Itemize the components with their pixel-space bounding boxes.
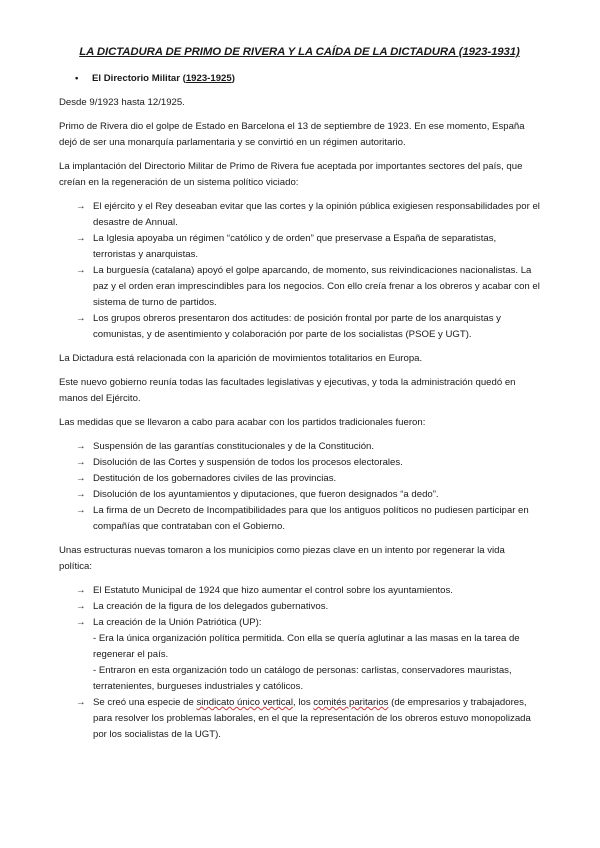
structures-list	[59, 583, 540, 743]
list-item: → Los grupos obreros presentaron dos actitudes: de posición frontal por parte de los anarquistas y comunistas, y de asentimiento y colaboración por parte de los socialistas (PSOE y UGT).	[76, 313, 501, 340]
arrow-icon: →	[76, 313, 86, 324]
list-item: → La creación de la figura de los delegados gubernativos.	[76, 599, 540, 615]
paragraph-implantation: La implantación del Directorio Militar de Primo de Rivera fue aceptada por importantes sectores del país, que creían en la regeneración de un sistema político viciado:	[59, 161, 523, 188]
arrow-icon: →	[76, 697, 86, 708]
arrow-icon: →	[76, 617, 86, 628]
arrow-icon: →	[76, 473, 86, 484]
bullet-icon: •	[75, 73, 79, 84]
arrow-icon: →	[76, 233, 86, 244]
union-patriotica-sub1: - Era la única organización política permitida. Con ella se quería aglutinar a las masas en la tarea de regenerar el país.	[93, 633, 520, 660]
union-patriotica-heading: La creación de la Unión Patriótica (UP):	[93, 617, 262, 628]
arrow-icon: →	[76, 201, 86, 212]
comites-term: comités paritarios	[313, 697, 389, 708]
arrow-icon: →	[76, 489, 86, 500]
paragraph-totalitarian: La Dictadura está relacionada con la aparición de movimientos totalitarios en Europa.	[59, 353, 423, 364]
list-item: → Destitución de los gobernadores civiles de las provincias.	[76, 471, 540, 487]
paragraph-dates: Desde 9/1923 hasta 12/1925.	[59, 97, 185, 108]
list-item: → La firma de un Decreto de Incompatibilidades para que los antiguos políticos no pudiesen participar en compañías que contrataban con el Gobierno.	[76, 505, 529, 532]
list-item: → Disolución de las Cortes y suspensión de todos los procesos electorales.	[76, 455, 540, 471]
arrow-icon: →	[76, 585, 86, 596]
arrow-icon: →	[76, 601, 86, 612]
list-item: → La burguesía (catalana) apoyó el golpe aparcando, de momento, sus reivindicaciones nacionalistas. La paz y el orden eran imprescindibles para los negocios. Con ello creía frenar a los obreros y acabar con el sistema de turno de partidos.	[76, 265, 540, 308]
list-item: → Disolución de los ayuntamientos y diputaciones, que fueron designados “a dedo”.	[76, 487, 540, 503]
paragraph-government: Este nuevo gobierno reunía todas las facultades legislativas y ejecutivas, y toda la administración quedó en manos del Ejército.	[59, 377, 516, 404]
section-heading	[75, 71, 540, 87]
union-patriotica-sub2: - Entraron en esta organización todo un catálogo de personas: carlistas, conservadores mauristas, terratenientes, burgueses industriales y católicos.	[93, 665, 512, 692]
list-item: → El ejército y el Rey deseaban evitar que las cortes y la opinión pública exigiesen responsabilidades por el desastre de Annual.	[76, 201, 540, 228]
list-item: → El Estatuto Municipal de 1924 que hizo aumentar el control sobre los ayuntamientos.	[76, 583, 540, 599]
list-item	[76, 615, 540, 695]
arrow-icon: →	[76, 457, 86, 468]
sindicato-term: sindicato único vertical	[196, 697, 294, 708]
arrow-icon: →	[76, 505, 86, 516]
section-dates: 1923-1925	[185, 73, 232, 84]
arrow-icon: →	[76, 441, 86, 452]
list-item: → Se creó una especie de sindicato único vertical, los comités paritarios (de empresarios y trabajadores, para resolver los problemas laborales, en el que la representación de los obreros estuvo monopolizada por los socialistas de la UGT).	[76, 697, 531, 740]
list-item: → Suspensión de las garantías constitucionales y de la Constitución.	[76, 439, 540, 455]
document-title: LA DICTADURA DE PRIMO DE RIVERA Y LA CAÍDA DE LA DICTADURA (1923-1931)	[79, 46, 520, 58]
supporters-list	[59, 199, 540, 343]
arrow-icon: →	[76, 265, 86, 276]
measures-list	[59, 439, 540, 535]
list-item: → La Iglesia apoyaba un régimen “católico y de orden” que preservase a España de separatistas, terroristas y anarquistas.	[76, 233, 497, 260]
paragraph-structures: Unas estructuras nuevas tomaron a los municipios como piezas clave en un intento por regenerar la vida política:	[59, 545, 505, 572]
paragraph-measures: Las medidas que se llevaron a cabo para acabar con los partidos tradicionales fueron:	[59, 417, 426, 428]
paragraph-coup: Primo de Rivera dio el golpe de Estado en Barcelona el 13 de septiembre de 1923. En ese momento, España dejó de ser una monarquía parlamentaria y se convirtió en un régimen autoritario.	[59, 121, 525, 148]
section-heading-text: El Directorio Militar (1923-1925)	[92, 73, 235, 84]
